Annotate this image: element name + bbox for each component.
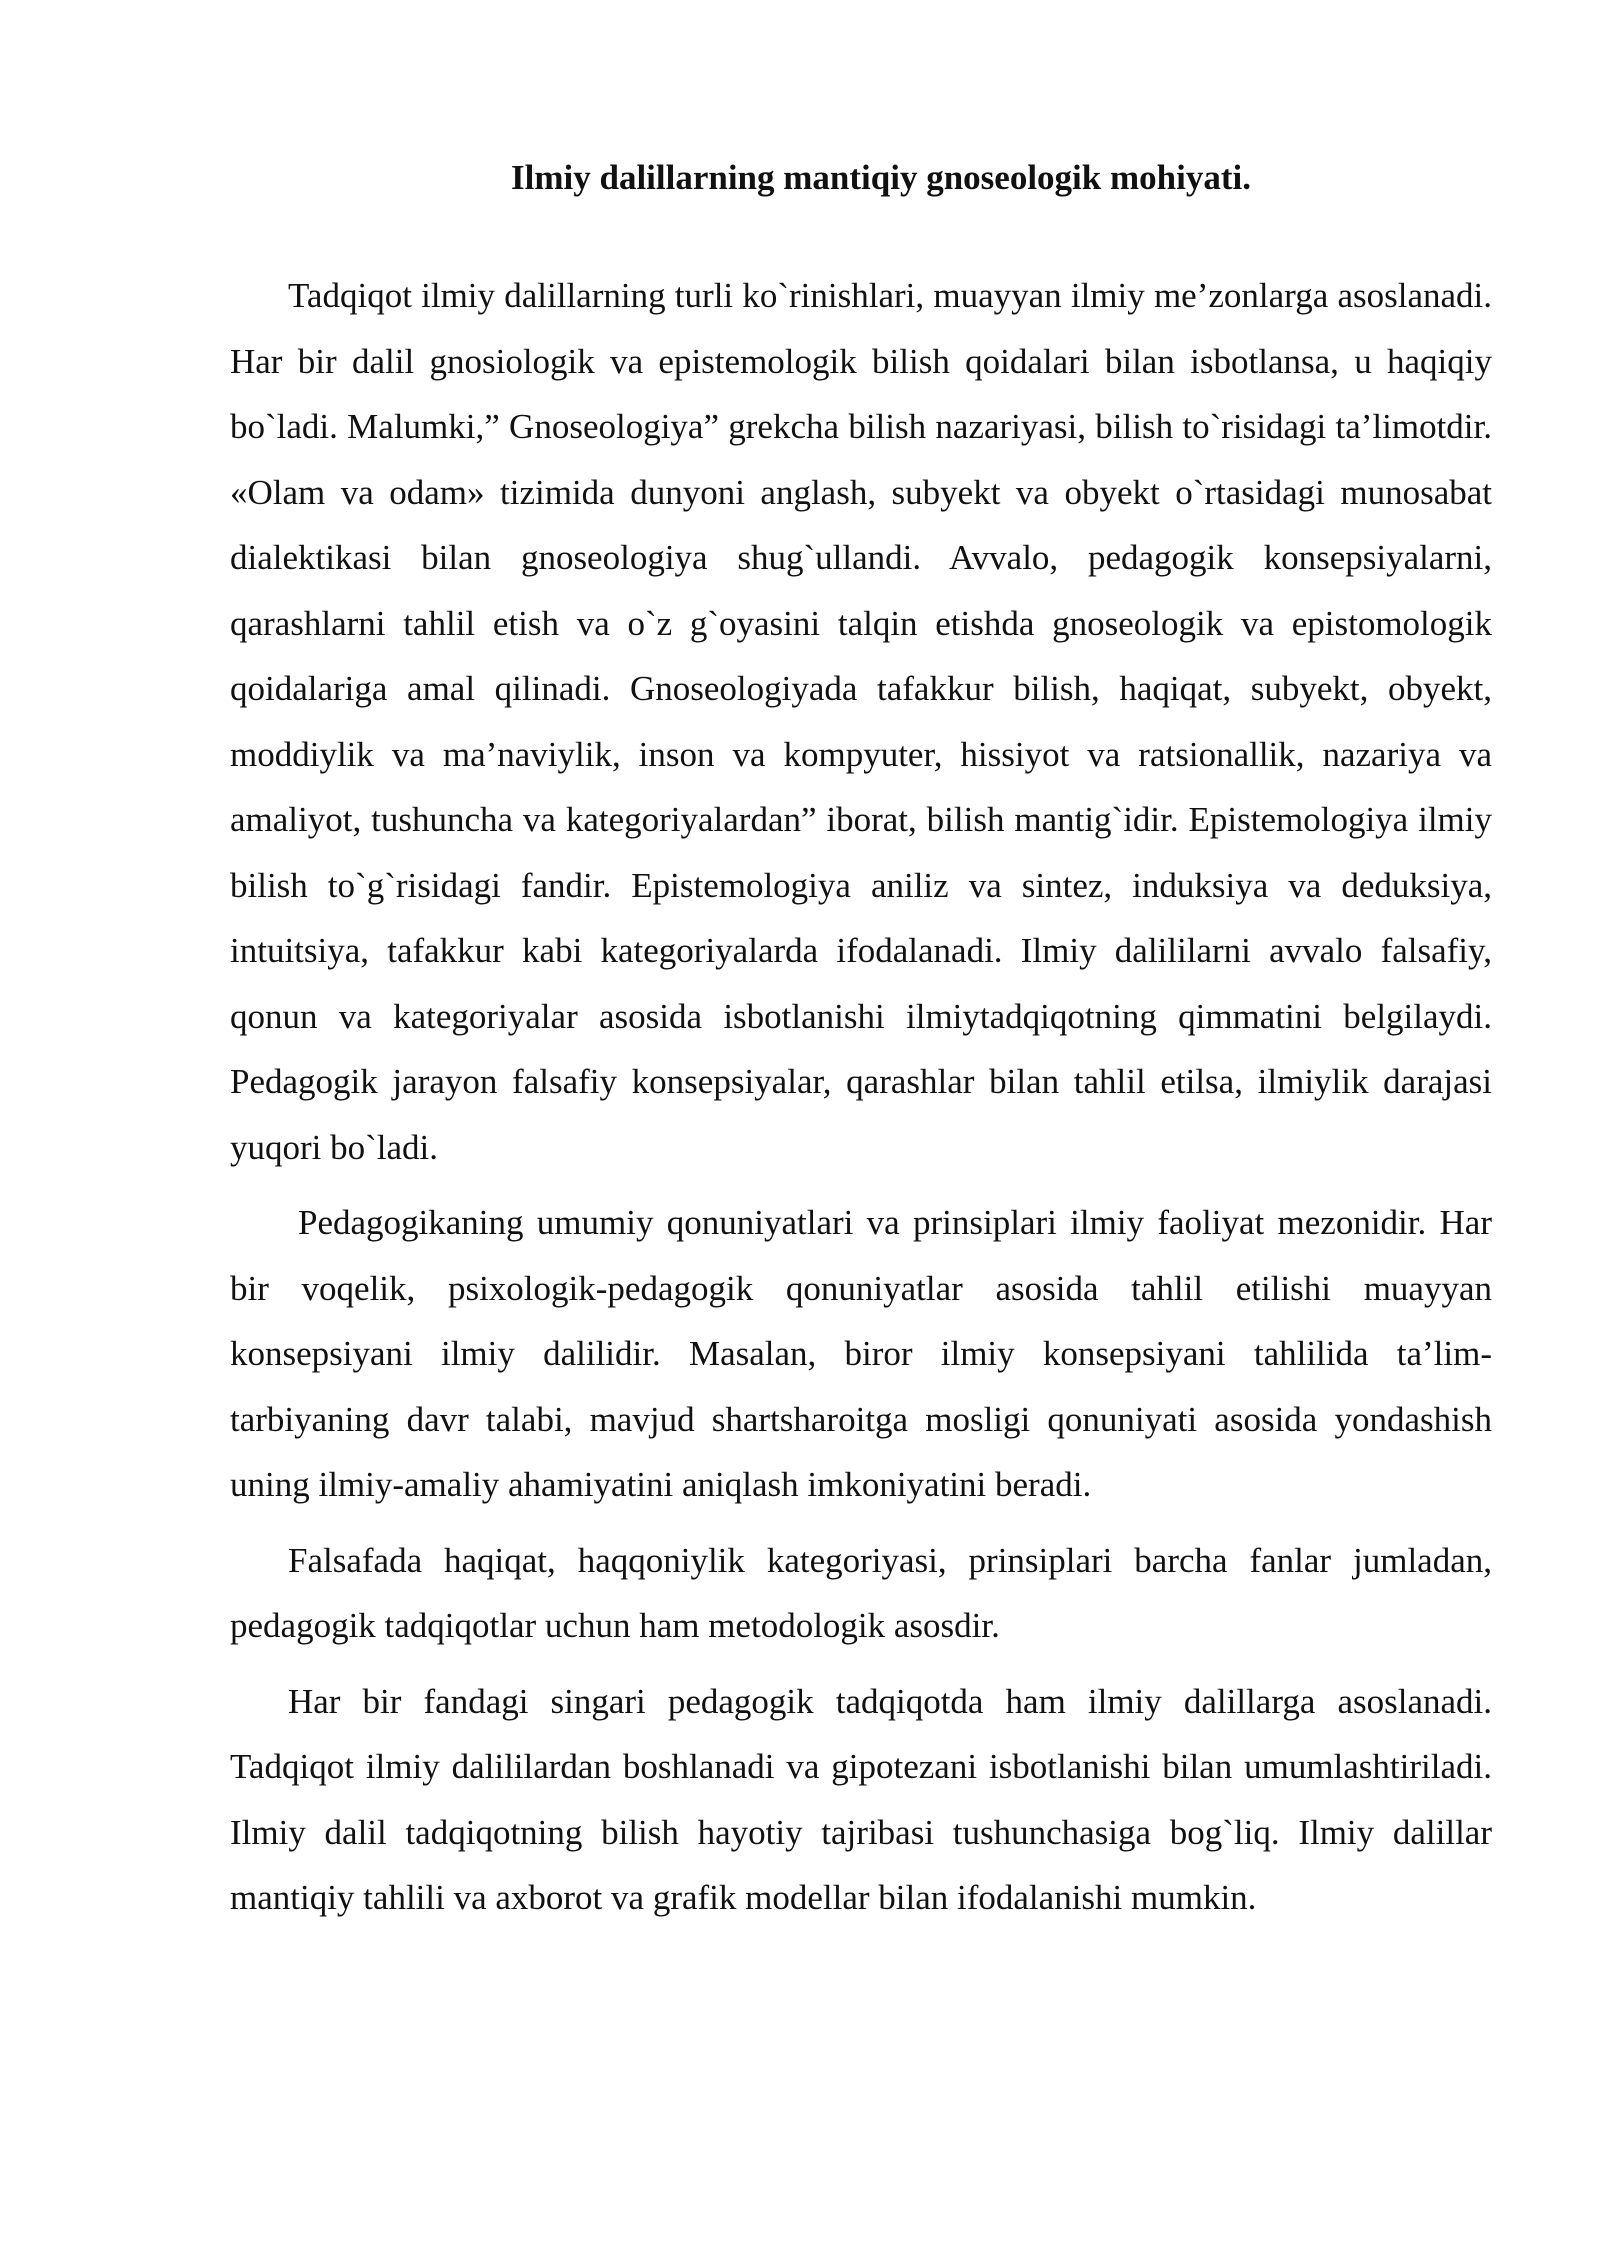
document-body bbox=[230, 148, 1492, 1941]
paragraph-4: Har bir fandagi singari pedagogik tadqiqotda ham ilmiy dalillarga asoslanadi. Tadqiqot ilmiy dalililardan boshlanadi va gipotezani isbotlanishi bilan umumlashtiriladi. Ilmiy dalil tadqiqotning bilish hayotiy tajribasi tushunchasiga bog`liq. Ilmiy dalillar mantiqiy tahlili va axborot va grafik modellar bilan ifodalanishi mumkin. bbox=[230, 1681, 1492, 1917]
paragraph-2: Pedagogikaning umumiy qonuniyatlari va prinsiplari ilmiy faoliyat mezonidir. Har bir voqelik, psixologik-pedagogik qonuniyatlar asosida tahlil etilishi muayyan konsepsiyani ilmiy dalilidir. Masalan, biror ilmiy konsepsiyani tahlilida ta’lim-tarbiyaning davr talabi, mavjud shartsharoitga mosligi qonuniyati asosida yondashish uning ilmiy-amaliy ahamiyatini aniqlash imkoniyatini beradi. bbox=[230, 1203, 1492, 1504]
paragraph-3: Falsafada haqiqat, haqqoniylik kategoriyasi, prinsiplari barcha fanlar jumladan, pedagogik tadqiqotlar uchun ham metodologik asosdir. bbox=[230, 1540, 1492, 1645]
paragraph-1: Tadqiqot ilmiy dalillarning turli ko`rinishlari, muayyan ilmiy me’zonlarga asoslanadi. Har bir dalil gnosiologik va epistemologik bilish qoidalari bilan isbotlansa, u haqiqiy bo`ladi. Malumki,” Gnoseologiya” grekcha bilish nazariyasi, bilish to`risidagi ta’limotdir. «Olam va odam» tizimida dunyoni anglash, subyekt va obyekt o`rtasidagi munosabat dialektikasi bilan gnoseologiya shug`ullandi. Avvalo, pedagogik konsepsiyalarni, qarashlarni tahlil etish va o`z g`oyasini talqin etishda gnoseologik va epistomologik qoidalariga amal qilinadi. Gnoseologiyada tafakkur bilish, haqiqat, subyekt, obyekt, moddiylik va ma’naviylik, inson va kompyuter, hissiyot va ratsionallik, nazariya va amaliyot, tushuncha va kategoriyalardan” iborat, bilish mantig`idir. Epistemologiya ilmiy bilish to`g`risidagi fandir. Epistemologiya aniliz va sintez, induksiya va deduksiya, intuitsiya, tafakkur kabi kategoriyalarda ifodalanadi. Ilmiy dalililarni avvalo falsafiy, qonun va kategoriyalar asosida isbotlanishi ilmiytadqiqotning qimmatini belgilaydi. Pedagogik jarayon falsafiy konsepsiyalar, qarashlar bilan tahlil etilsa, ilmiylik darajasi yuqori bo`ladi. bbox=[230, 276, 1492, 1167]
document-title: Ilmiy dalillarning mantiqiy gnoseologik mohiyati. bbox=[511, 158, 1251, 197]
